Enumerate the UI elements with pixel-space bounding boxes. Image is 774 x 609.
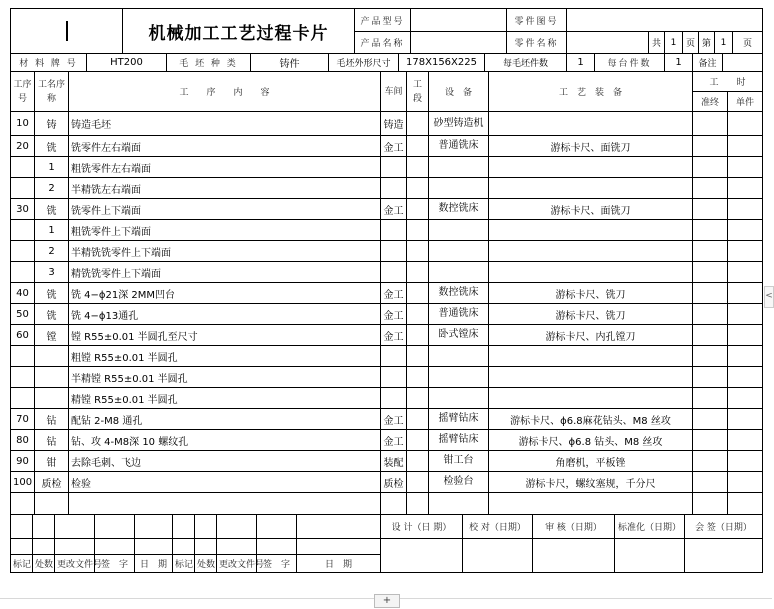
op-no-cell[interactable]: 80 [11, 430, 35, 451]
equipment-cell[interactable]: 普通铣床 [429, 136, 489, 157]
content-cell[interactable]: 铣 4−ϕ21深 2MM凹台 [69, 283, 381, 304]
process-rows [11, 112, 763, 493]
tooling-cell[interactable]: 角磨机，平板锉 [489, 451, 693, 472]
rev-doc-no-2: 更改文件号 [217, 555, 257, 573]
section-cell[interactable] [407, 220, 429, 241]
process-card [10, 8, 762, 592]
signoff-review: 审 核（日期） [533, 515, 615, 539]
part-name-value[interactable] [567, 32, 649, 54]
workshop-cell[interactable]: 金工 [381, 283, 407, 304]
text-cursor-icon [66, 21, 68, 41]
op-no-cell[interactable] [11, 220, 35, 241]
time-unit-cell[interactable] [728, 220, 763, 241]
op-name-cell[interactable]: 质检 [35, 472, 69, 493]
empty-cell[interactable] [381, 493, 407, 515]
table-row [11, 325, 763, 346]
material-table [10, 53, 763, 72]
content-cell[interactable]: 铣零件上下端面 [69, 199, 381, 220]
tooling-cell[interactable] [489, 157, 693, 178]
workshop-cell[interactable]: 铸造 [381, 112, 407, 136]
time-unit-cell[interactable] [728, 262, 763, 283]
product-name-label: 产品名称 [355, 32, 411, 54]
workshop-cell[interactable]: 金工 [381, 304, 407, 325]
empty-cell[interactable] [35, 493, 69, 515]
empty-cell[interactable] [297, 515, 381, 539]
equipment-cell[interactable]: 摇臂钻床 [429, 409, 489, 430]
empty-cell[interactable] [489, 493, 693, 515]
equipment-cell[interactable]: 卧式镗床 [429, 325, 489, 346]
time-prep-cell[interactable] [693, 430, 728, 451]
time-prep-cell[interactable] [693, 283, 728, 304]
table-row [11, 367, 763, 388]
time-prep-cell[interactable] [693, 241, 728, 262]
table-row [11, 157, 763, 178]
signoff-standard: 标准化（日期） [615, 515, 685, 539]
op-name-cell[interactable]: 1 [35, 220, 69, 241]
table-row [11, 346, 763, 367]
empty-cell[interactable] [297, 539, 381, 555]
content-cell[interactable]: 精镗 R55±0.01 半圆孔 [69, 388, 381, 409]
blank-type-label: 毛 坯 种 类 [167, 54, 251, 72]
empty-cell[interactable] [11, 515, 33, 539]
empty-cell[interactable] [135, 539, 173, 555]
time-prep-cell[interactable] [693, 157, 728, 178]
total-label: 共 [649, 32, 665, 54]
content-cell[interactable]: 精铣铣零件上下端面 [69, 262, 381, 283]
process-table [10, 71, 763, 515]
op-no-cell[interactable] [11, 157, 35, 178]
tooling-cell[interactable] [489, 388, 693, 409]
op-no-cell[interactable] [11, 241, 35, 262]
op-name-cell[interactable]: 钻 [35, 409, 69, 430]
op-name-cell[interactable]: 2 [35, 178, 69, 199]
empty-cell[interactable] [407, 493, 429, 515]
empty-cell[interactable] [33, 539, 55, 555]
equipment-cell[interactable] [429, 157, 489, 178]
time-prep-cell[interactable] [693, 136, 728, 157]
col-time: 工 时 [693, 72, 763, 92]
op-no-cell[interactable]: 40 [11, 283, 35, 304]
op-no-cell[interactable]: 70 [11, 409, 35, 430]
section-cell[interactable] [407, 388, 429, 409]
time-prep-cell[interactable] [693, 199, 728, 220]
table-row [11, 199, 763, 220]
equipment-cell[interactable]: 摇臂钻床 [429, 430, 489, 451]
empty-cell[interactable] [173, 539, 195, 555]
rev-date: 日 期 [135, 555, 173, 573]
part-name-label: 零件名称 [507, 32, 567, 54]
tooling-cell[interactable] [489, 112, 693, 136]
op-no-cell[interactable]: 20 [11, 136, 35, 157]
table-row [11, 388, 763, 409]
time-prep-cell[interactable] [693, 388, 728, 409]
workshop-cell[interactable] [381, 178, 407, 199]
content-cell[interactable]: 半精铣左右端面 [69, 178, 381, 199]
section-cell[interactable] [407, 112, 429, 136]
time-prep-cell[interactable] [693, 367, 728, 388]
content-cell[interactable]: 去除毛刺、飞边 [69, 451, 381, 472]
empty-cell[interactable] [217, 515, 257, 539]
table-row [11, 241, 763, 262]
tooling-cell[interactable] [489, 367, 693, 388]
workshop-cell[interactable] [381, 367, 407, 388]
table-row [11, 220, 763, 241]
rev-doc-no: 更改文件号 [55, 555, 95, 573]
signoff-approve-value[interactable] [685, 539, 763, 573]
rev-sign: 签 字 [95, 555, 135, 573]
signoff-standard-value[interactable] [615, 539, 685, 573]
total-pages[interactable]: 1 [665, 32, 683, 54]
empty-cell[interactable] [95, 515, 135, 539]
logo-cell [11, 9, 123, 54]
section-cell[interactable] [407, 472, 429, 493]
time-prep-cell[interactable] [693, 220, 728, 241]
remark-label: 备注 [693, 54, 723, 72]
per-unit-value[interactable]: 1 [665, 54, 693, 72]
content-cell[interactable]: 半精铣铣零件上下端面 [69, 241, 381, 262]
signoff-approve: 会 签（日期） [685, 515, 763, 539]
product-model-label: 产品型号 [355, 9, 411, 32]
op-name-cell[interactable]: 2 [35, 241, 69, 262]
content-cell[interactable]: 半精镗 R55±0.01 半圆孔 [69, 367, 381, 388]
workshop-cell[interactable]: 金工 [381, 199, 407, 220]
op-no-cell[interactable]: 100 [11, 472, 35, 493]
product-name-value[interactable] [411, 32, 507, 54]
workshop-cell[interactable] [381, 157, 407, 178]
signoff-check: 校 对（日期） [463, 515, 533, 539]
op-name-cell[interactable]: 1 [35, 157, 69, 178]
time-unit-cell[interactable] [728, 472, 763, 493]
side-handle-icon[interactable]: < [764, 286, 774, 308]
col-section: 工段 [407, 72, 429, 112]
tooling-cell[interactable] [489, 241, 693, 262]
table-row [11, 430, 763, 451]
empty-cell[interactable] [217, 539, 257, 555]
blank-row [11, 493, 763, 515]
section-cell[interactable] [407, 241, 429, 262]
op-name-cell[interactable]: 钳 [35, 451, 69, 472]
part-drawing-no-label: 零件图号 [507, 9, 567, 32]
table-row [11, 472, 763, 493]
op-name-cell[interactable]: 钻 [35, 430, 69, 451]
time-prep-cell[interactable] [693, 178, 728, 199]
op-name-cell[interactable]: 铸 [35, 112, 69, 136]
time-unit-cell[interactable] [728, 430, 763, 451]
blank-size-label: 毛坯外形尺寸 [329, 54, 399, 72]
time-prep-cell[interactable] [693, 346, 728, 367]
empty-cell[interactable] [33, 515, 55, 539]
col-time-prep: 准终 [693, 92, 728, 112]
per-blank-label: 每毛坯件数 [485, 54, 567, 72]
blank-size-value[interactable]: 178X156X225 [399, 54, 485, 72]
time-prep-cell[interactable] [693, 262, 728, 283]
col-op-name: 工名序称 [35, 72, 69, 112]
table-row [11, 451, 763, 472]
remark-value[interactable] [723, 54, 763, 72]
op-name-cell[interactable]: 铣 [35, 283, 69, 304]
part-drawing-no-value[interactable] [567, 9, 763, 32]
tooling-cell[interactable]: 游标卡尺、内孔镗刀 [489, 325, 693, 346]
rev-mark-2: 标记 [173, 555, 195, 573]
signoff-design: 设 计（日 期） [381, 515, 463, 539]
empty-cell[interactable] [95, 539, 135, 555]
section-cell[interactable] [407, 178, 429, 199]
tooling-cell[interactable]: 游标卡尺、ϕ6.8麻花钻头、M8 丝攻 [489, 409, 693, 430]
rev-mark: 标记 [11, 555, 33, 573]
blank-type-value[interactable]: 铸件 [251, 54, 329, 72]
section-cell[interactable] [407, 451, 429, 472]
time-unit-cell[interactable] [728, 388, 763, 409]
rev-date-2: 日 期 [297, 555, 381, 573]
empty-cell[interactable] [11, 539, 33, 555]
table-row [11, 136, 763, 157]
rev-count-2: 处数 [195, 555, 217, 573]
op-name-cell[interactable]: 铣 [35, 304, 69, 325]
tooling-cell[interactable] [489, 220, 693, 241]
section-cell[interactable] [407, 136, 429, 157]
time-prep-cell[interactable] [693, 112, 728, 136]
workshop-cell[interactable] [381, 388, 407, 409]
page-unit: 页 [683, 32, 699, 54]
content-cell[interactable]: 铸造毛坯 [69, 112, 381, 136]
time-unit-cell[interactable] [728, 304, 763, 325]
time-prep-cell[interactable] [693, 451, 728, 472]
table-row [11, 112, 763, 136]
add-row-button[interactable]: + [374, 594, 400, 608]
op-no-cell[interactable]: 10 [11, 112, 35, 136]
rev-count: 处数 [33, 555, 55, 573]
time-unit-cell[interactable] [728, 346, 763, 367]
workshop-cell[interactable]: 金工 [381, 430, 407, 451]
empty-cell[interactable] [195, 515, 217, 539]
empty-cell[interactable] [257, 539, 297, 555]
signoff-design-value[interactable] [381, 539, 463, 573]
op-no-cell[interactable] [11, 388, 35, 409]
empty-cell[interactable] [693, 493, 728, 515]
page-no-label: 第 [699, 32, 715, 54]
empty-cell[interactable] [55, 539, 95, 555]
section-cell[interactable] [407, 157, 429, 178]
empty-cell[interactable] [195, 539, 217, 555]
content-cell[interactable]: 镗 R55±0.01 半圆孔至尺寸 [69, 325, 381, 346]
col-equipment: 设 备 [429, 72, 489, 112]
empty-cell[interactable] [728, 493, 763, 515]
section-cell[interactable] [407, 325, 429, 346]
tooling-cell[interactable] [489, 178, 693, 199]
tooling-cell[interactable]: 游标卡尺、面铣刀 [489, 199, 693, 220]
section-cell[interactable] [407, 304, 429, 325]
table-row [11, 283, 763, 304]
op-no-cell[interactable] [11, 178, 35, 199]
time-unit-cell[interactable] [728, 241, 763, 262]
time-prep-cell[interactable] [693, 304, 728, 325]
workshop-cell[interactable] [381, 346, 407, 367]
col-content: 工 序 内 容 [69, 72, 381, 112]
op-no-cell[interactable]: 30 [11, 199, 35, 220]
content-cell[interactable]: 配钻 2-M8 通孔 [69, 409, 381, 430]
empty-cell[interactable] [55, 515, 95, 539]
time-unit-cell[interactable] [728, 112, 763, 136]
tooling-cell[interactable] [489, 262, 693, 283]
empty-cell[interactable] [69, 493, 381, 515]
workshop-cell[interactable]: 装配 [381, 451, 407, 472]
time-unit-cell[interactable] [728, 451, 763, 472]
table-row [11, 409, 763, 430]
equipment-cell[interactable]: 检验台 [429, 472, 489, 493]
op-no-cell[interactable]: 90 [11, 451, 35, 472]
equipment-cell[interactable] [429, 367, 489, 388]
equipment-cell[interactable]: 普通铣床 [429, 304, 489, 325]
op-no-cell[interactable] [11, 262, 35, 283]
workshop-cell[interactable] [381, 220, 407, 241]
time-unit-cell[interactable] [728, 325, 763, 346]
time-unit-cell[interactable] [728, 178, 763, 199]
equipment-cell[interactable]: 数控铣床 [429, 199, 489, 220]
section-cell[interactable] [407, 409, 429, 430]
equipment-cell[interactable]: 砂型铸造机 [429, 112, 489, 136]
time-unit-cell[interactable] [728, 367, 763, 388]
per-blank-value[interactable]: 1 [567, 54, 595, 72]
section-cell[interactable] [407, 346, 429, 367]
material-grade-label: 材 料 牌 号 [11, 54, 87, 72]
time-prep-cell[interactable] [693, 409, 728, 430]
op-name-cell[interactable]: 铣 [35, 136, 69, 157]
empty-cell[interactable] [11, 493, 35, 515]
content-cell[interactable]: 钻、攻 4-M8深 10 螺纹孔 [69, 430, 381, 451]
empty-cell[interactable] [135, 515, 173, 539]
section-cell[interactable] [407, 367, 429, 388]
col-tooling: 工 艺 装 备 [489, 72, 693, 112]
equipment-cell[interactable] [429, 241, 489, 262]
tooling-cell[interactable]: 游标卡尺、铣刀 [489, 304, 693, 325]
tooling-cell[interactable]: 游标卡尺、ϕ6.8 钻头、M8 丝攻 [489, 430, 693, 451]
workshop-cell[interactable]: 质检 [381, 472, 407, 493]
tooling-cell[interactable] [489, 346, 693, 367]
col-workshop: 车间 [381, 72, 407, 112]
table-row [11, 304, 763, 325]
empty-cell[interactable] [173, 515, 195, 539]
op-name-cell[interactable]: 铣 [35, 199, 69, 220]
signoff-check-value[interactable] [463, 539, 533, 573]
time-prep-cell[interactable] [693, 472, 728, 493]
empty-cell[interactable] [429, 493, 489, 515]
col-op-no: 工序号 [11, 72, 35, 112]
op-name-cell[interactable] [35, 367, 69, 388]
content-cell[interactable]: 铣零件左右端面 [69, 136, 381, 157]
time-unit-cell[interactable] [728, 199, 763, 220]
equipment-cell[interactable] [429, 346, 489, 367]
workshop-cell[interactable] [381, 262, 407, 283]
op-no-cell[interactable] [11, 367, 35, 388]
empty-cell[interactable] [257, 515, 297, 539]
table-row [11, 178, 763, 199]
equipment-cell[interactable]: 钳工台 [429, 451, 489, 472]
tooling-cell[interactable]: 游标卡尺、铣刀 [489, 283, 693, 304]
material-grade-value[interactable]: HT200 [87, 54, 167, 72]
equipment-cell[interactable] [429, 388, 489, 409]
equipment-cell[interactable] [429, 220, 489, 241]
signoff-review-value[interactable] [533, 539, 615, 573]
time-unit-cell[interactable] [728, 409, 763, 430]
op-no-cell[interactable]: 50 [11, 304, 35, 325]
content-cell[interactable]: 检验 [69, 472, 381, 493]
rev-sign-2: 签 字 [257, 555, 297, 573]
op-name-cell[interactable]: 3 [35, 262, 69, 283]
page-no[interactable]: 1 [715, 32, 733, 54]
content-cell[interactable]: 铣 4−ϕ13通孔 [69, 304, 381, 325]
section-cell[interactable] [407, 262, 429, 283]
op-no-cell[interactable] [11, 346, 35, 367]
product-model-value[interactable] [411, 9, 507, 32]
op-name-cell[interactable] [35, 388, 69, 409]
workshop-cell[interactable] [381, 241, 407, 262]
tooling-cell[interactable]: 游标卡尺，螺纹塞规，千分尺 [489, 472, 693, 493]
workshop-cell[interactable]: 金工 [381, 325, 407, 346]
per-unit-label: 每台件数 [595, 54, 665, 72]
equipment-cell[interactable] [429, 178, 489, 199]
page-unit-2: 页 [733, 32, 763, 54]
op-name-cell[interactable] [35, 346, 69, 367]
col-time-unit: 单件 [728, 92, 763, 112]
workshop-cell[interactable]: 金工 [381, 136, 407, 157]
section-cell[interactable] [407, 430, 429, 451]
op-no-cell[interactable]: 60 [11, 325, 35, 346]
card-title: 机械加工工艺过程卡片 [123, 9, 355, 54]
equipment-cell[interactable]: 数控铣床 [429, 283, 489, 304]
content-cell[interactable]: 粗铣零件上下端面 [69, 220, 381, 241]
content-cell[interactable]: 粗铣零件左右端面 [69, 157, 381, 178]
content-cell[interactable]: 粗镗 R55±0.01 半圆孔 [69, 346, 381, 367]
equipment-cell[interactable] [429, 262, 489, 283]
time-unit-cell[interactable] [728, 283, 763, 304]
header-table [10, 8, 763, 54]
tooling-cell[interactable]: 游标卡尺、面铣刀 [489, 136, 693, 157]
signoff-table [10, 514, 763, 573]
op-name-cell[interactable]: 镗 [35, 325, 69, 346]
section-cell[interactable] [407, 283, 429, 304]
table-row [11, 262, 763, 283]
time-unit-cell[interactable] [728, 136, 763, 157]
workshop-cell[interactable]: 金工 [381, 409, 407, 430]
section-cell[interactable] [407, 199, 429, 220]
time-unit-cell[interactable] [728, 157, 763, 178]
time-prep-cell[interactable] [693, 325, 728, 346]
